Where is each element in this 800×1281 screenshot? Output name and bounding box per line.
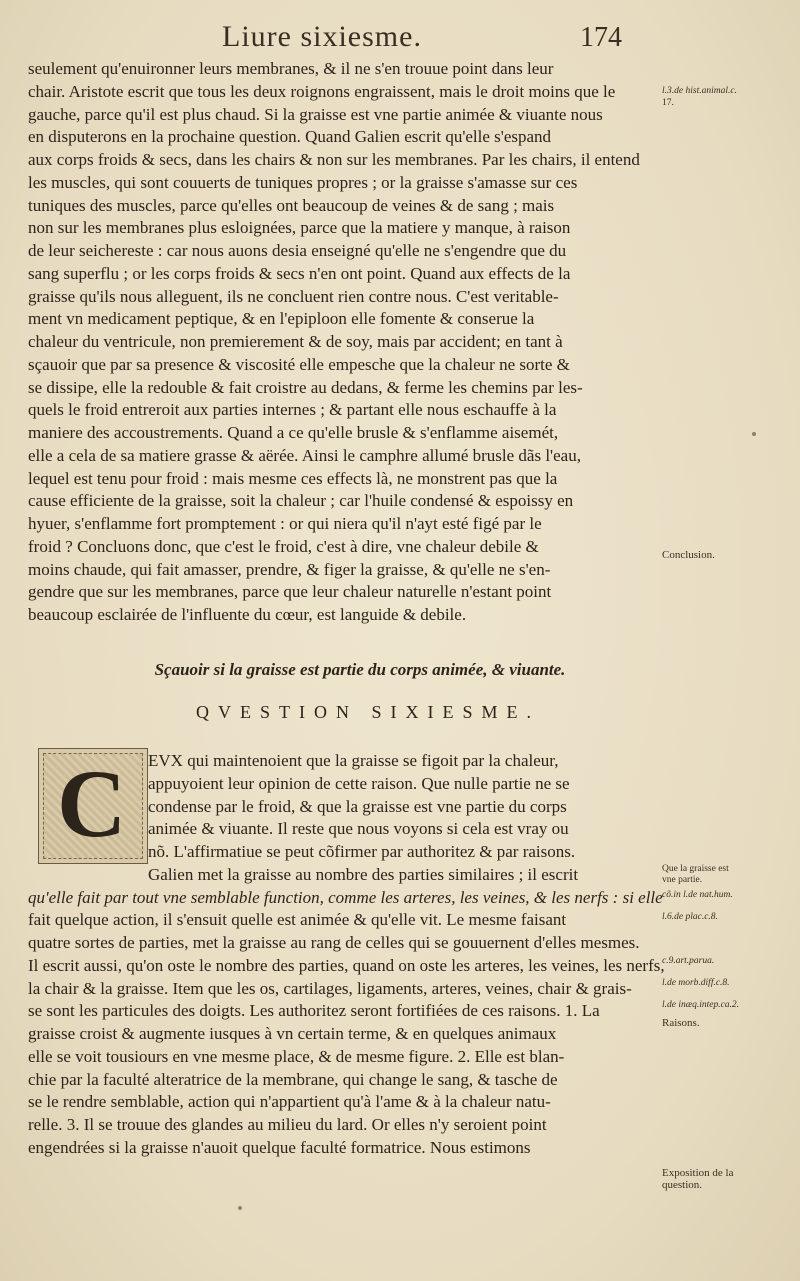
text-line: elle a cela de sa matiere grasse & aërée. Ainsi le camphre allumé brusle dãs l'eau, xyxy=(28,445,581,465)
margin-note: l.6.de plac.c.8. xyxy=(662,912,718,922)
question-subtitle: Sçauoir si la graisse est partie du corps animée, & viuante. xyxy=(154,660,566,679)
text-line: se dissipe, elle la redouble & fait croistre au dedans, & ferme les chemins par les- xyxy=(28,377,583,397)
margin-note: 17. xyxy=(662,98,674,108)
text-line: non sur les membranes plus esloignées, parce que la matiere y manque, à raison xyxy=(28,218,571,238)
margin-note: Conclusion. xyxy=(662,549,715,561)
margin-note: question. xyxy=(662,1179,703,1191)
text-line: sçauoir que par sa presence & viscosité elle empesche que la chaleur ne sorte & xyxy=(28,354,570,374)
text-line: maniere des accoustrements. Quand a ce qu'elle brusle & s'enflamme aisemét, xyxy=(28,423,559,442)
text-line: Galien met la graisse au nombre des parties similaires ; il escrit xyxy=(148,864,579,884)
text-line: elle se voit tousiours en vne mesme place, & de mesme figure. 2. Elle est blan- xyxy=(28,1046,565,1066)
margin-note: l.3.de hist.animal.c. xyxy=(662,86,737,96)
text-line: se le rendre semblable, action qui n'appartient qu'à l'ame & à la chaleur natu- xyxy=(28,1092,551,1112)
text-line: qu'elle fait par tout vne semblable function, comme les arteres, les veines, & les nerfs : si elle xyxy=(28,887,663,907)
text-line: gauche, parce qu'il est plus chaud. Si la graisse est vne partie animée & viuante nous xyxy=(28,104,603,124)
text-line: cause efficiente de la graisse, soit la chaleur ; car l'huile condensé & espoissy en xyxy=(28,491,574,511)
text-line: de leur seichereste : car nous auons desia enseigné qu'elle ne s'engendre que du xyxy=(28,241,567,260)
text-line: seulement qu'enuironner leurs membranes, & il ne s'en trouue point dans leur xyxy=(28,59,554,78)
text-line: la chair & la graisse. Item que les os, cartilages, ligaments, arteres, veines, chair & grais- xyxy=(28,978,632,998)
text-line: EVX qui maintenoient que la graisse se figoit par la chaleur, xyxy=(148,751,559,770)
text-line: relle. 3. Il se trouue des glandes au milieu du lard. Or elles n'y seroient point xyxy=(28,1115,547,1134)
text-line: se sont les particules des doigts. Les authoritez seront fortifiées de ces raisons. 1. La xyxy=(28,1001,600,1021)
text-line: moins chaude, qui fait amasser, prendre, & figer la graisse, & qu'elle ne s'en- xyxy=(28,559,551,579)
text-line: chair. Aristote escrit que tous les deux roignons engraissent, mais le droit moins que le xyxy=(28,81,616,101)
text-line: hyuer, s'enflamme fort promptement : or qui niera qu'il n'ayt esté figé par le xyxy=(28,514,542,533)
body-text-part-1 xyxy=(28,58,668,627)
margin-note: c.9.art.parua. xyxy=(662,956,715,966)
text-line: ment vn medicament peptique, & en l'epiploon elle fomente & conserue la xyxy=(28,309,535,329)
running-title: Liure sixiesme. xyxy=(222,20,422,53)
text-line: froid ? Concluons donc, que c'est le froid, c'est à dire, vne chaleur debile & xyxy=(28,536,539,556)
margin-note: l.de morb.diff.c.8. xyxy=(662,978,730,988)
text-line: chie par la faculté alteratrice de la membrane, qui change le sang, & tasche de xyxy=(28,1069,558,1089)
text-line: graisse croist & augmente iusques à vn certain terme, & en quelques animaux xyxy=(28,1024,557,1043)
margin-note: vne partie. xyxy=(662,875,703,885)
text-line: les muscles, qui sont couuerts de tuniques propres ; or la graisse s'amasse sur ces xyxy=(28,172,578,192)
text-line: animée & viuante. Il reste que nous voyons si cela est vray ou xyxy=(148,819,569,839)
text-line: sang superflu ; or les corps froids & secs n'en ont point. Quand aux effects de la xyxy=(28,263,571,283)
text-line: aux corps froids & secs, dans les chairs & non sur les membranes. Par les chairs, il entend xyxy=(28,150,640,169)
text-line: fait quelque action, il s'ensuit quelle est animée & qu'elle vit. Le mesme faisant xyxy=(28,910,567,930)
margin-note: Que la graisse est xyxy=(662,864,729,874)
margin-note: cõ.in l.de nat.hum. xyxy=(662,890,733,900)
text-line: condense par le froid, & que la graisse est vne partie du corps xyxy=(148,796,567,816)
margin-note: Exposition de la xyxy=(662,1167,734,1179)
text-line: quels le froid entreroit aux parties internes ; & partant elle nous eschauffe à la xyxy=(28,400,557,420)
text-line: chaleur du ventricule, non premierement & de soy, mais par accident; en tant à xyxy=(28,332,563,351)
text-line: Il escrit aussi, qu'on oste le nombre des parties, quand on oste les arteres, les veines, les nerfs, xyxy=(28,955,665,975)
page-header xyxy=(0,16,800,56)
text-line: lequel est tenu pour froid : mais mesme ces effects là, ne monstrent pas que la xyxy=(28,468,558,488)
drop-cap-letter: C xyxy=(57,750,127,857)
margin-note: l.de inæq.intep.ca.2. xyxy=(662,1000,740,1010)
text-line: engendrées si la graisse n'auoit quelque faculté formatrice. Nous estimons xyxy=(28,1137,531,1157)
text-line: graisse qu'ils nous alleguent, ils ne concluent rien contre nous. C'est veritable- xyxy=(28,286,559,306)
paper-speck xyxy=(238,1206,242,1210)
margin-note: Raisons. xyxy=(662,1017,700,1029)
text-line: beaucoup esclairée de l'influente du cœur, est languide & debile. xyxy=(28,605,467,624)
text-line: en disputerons en la prochaine question. Quand Galien escrit qu'elle s'espand xyxy=(28,127,552,147)
section-heading: QVESTION SIXIESME. xyxy=(196,702,540,722)
page-number: 174 xyxy=(580,22,622,53)
paper-speck xyxy=(752,432,756,436)
body-text-part-2 xyxy=(28,750,668,1160)
text-line: nõ. L'affirmatiue se peut cõfirmer par authoritez & par raisons. xyxy=(148,842,576,861)
text-line: tuniques des muscles, parce qu'elles ont beaucoup de veines & de sang ; mais xyxy=(28,195,555,215)
text-line: appuyoient leur opinion de cette raison. Que nulle partie ne se xyxy=(148,773,570,793)
text-line: quatre sortes de parties, met la graisse au rang de celles qui se gouuernent d'elles mesmes. xyxy=(28,933,640,952)
text-line: gendre que sur les membranes, parce que leur chaleur naturelle n'estant point xyxy=(28,582,552,602)
